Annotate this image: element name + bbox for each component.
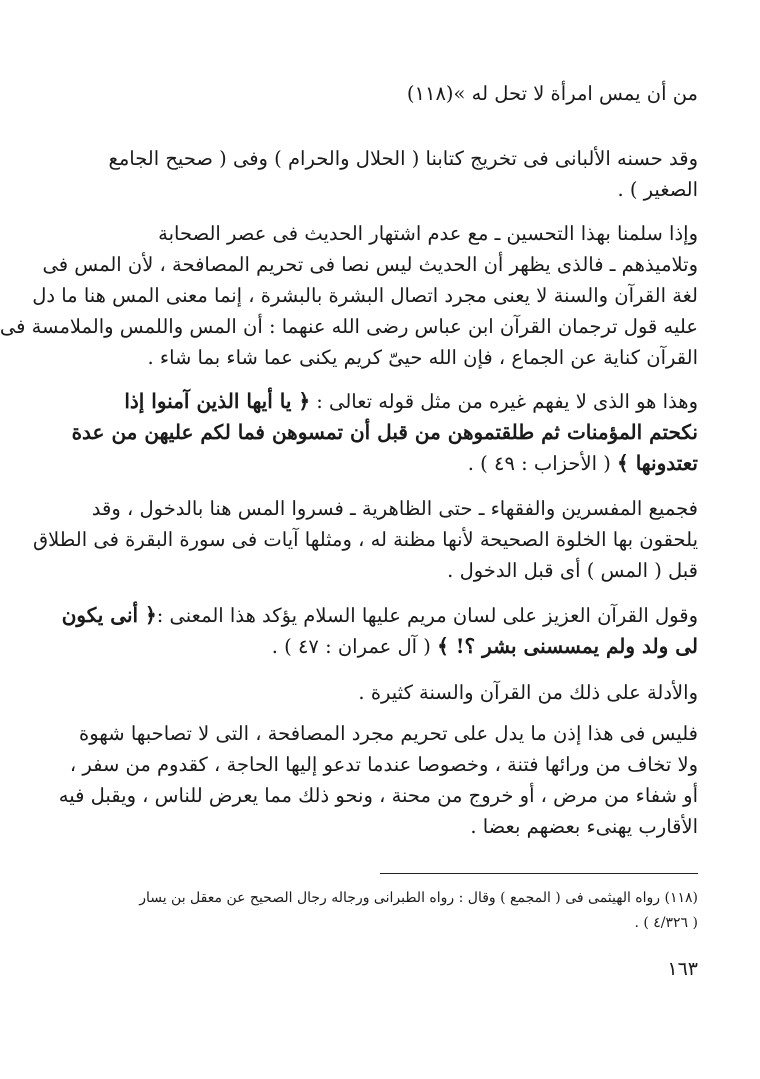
text-line: قبل ( المس ) أى قبل الدخول . [447, 559, 698, 582]
quran-verse: تعتدونها ﴾ [617, 451, 698, 475]
footnote-divider [380, 873, 698, 874]
paragraph-6 [82, 677, 698, 708]
paragraph-7 [58, 718, 698, 842]
text-line: أو شفاء من مرض ، أو خروج من محنة ، ونحو ذلك مما يعرض للناس ، ويقبل فيه [58, 784, 698, 807]
text-line: لغة القرآن والسنة لا يعنى مجرد اتصال البشرة بالبشرة ، إنما معنى المس هنا ما دل [32, 284, 698, 307]
text-line: فليس فى هذا إذن ما يدل على تحريم مجرد المصافحة ، التى لا تصاحبها شهوة [79, 722, 698, 745]
text-line: الصغير ) . [617, 178, 698, 201]
text-line: وتلاميذهم ـ فالذى يظهر أن الحديث ليس نصا فى تحريم المصافحة ، لأن المس فى [42, 253, 698, 276]
quran-verse-line: نكحتم المؤمنات ثم طلقتموهن من قبل أن تمسوهن فما لكم عليهن من عدة [71, 420, 698, 444]
quran-verse: لى ولد ولم يمسسنى بشر ؟! ﴾ [437, 634, 698, 658]
verse-reference: ( الأحزاب : ٤٩ ) . [467, 452, 618, 475]
footnote [82, 886, 698, 936]
text-line [82, 386, 698, 417]
text-line: القرآن كناية عن الجماع ، فإن الله حيىّ كريم يكنى عما شاء بما شاء . [147, 346, 698, 369]
text-line: والأدلة على ذلك من القرآن والسنة كثيرة . [358, 681, 698, 704]
footnote-line: (١١٨) رواه الهيثمى فى ( المجمع ) وقال : رواه الطبرانى ورجاله رجال الصحيح عن معقل بن يسار [139, 890, 698, 906]
text-line: ولا تخاف من ورائها فتنة ، وخصوصا عندما تدعو إليها الحاجة ، كقدوم من سفر ، [69, 753, 698, 776]
continuation-line [82, 78, 698, 109]
text-line: الأقارب يهنىء بعضهم بعضا . [470, 815, 698, 838]
paragraph-1 [82, 143, 698, 205]
text-line: من أن يمس امرأة لا تحل له »(١١٨) [406, 82, 698, 105]
footnote-line: ( ٤/٣٢٦ ) . [634, 915, 698, 931]
text-line: عليه قول ترجمان القرآن ابن عباس رضى الله عنهما : أن المس واللمس والملامسة فى [0, 315, 698, 338]
text-line: يلحقون بها الخلوة الصحيحة لأنها مظنة له ، ومثلها آيات فى سورة البقرة فى الطلاق [33, 528, 698, 551]
paragraph-3 [71, 386, 698, 479]
verse-intro: وهذا هو الذى لا يفهم غيره من مثل قوله تعالى : [310, 390, 698, 413]
paragraph-5 [61, 600, 698, 662]
page-number: ١٦٣ [667, 958, 698, 980]
verse-intro: وقول القرآن العزيز على لسان مريم عليها السلام يؤكد هذا المعنى : [156, 604, 698, 627]
text-line: وإذا سلمنا بهذا التحسين ـ مع عدم اشتهار الحديث فى عصر الصحابة [158, 222, 698, 245]
verse-reference: ( آل عمران : ٤٧ ) . [271, 635, 438, 658]
text-line: فجميع المفسرين والفقهاء ـ حتى الظاهرية ـ فسروا المس هنا بالدخول ، وقد [91, 497, 698, 520]
paragraph-2 [0, 218, 698, 373]
paragraph-4 [33, 493, 698, 586]
text-line [61, 600, 698, 631]
quran-verse: ﴿ يا أيها الذين آمنوا إذا [124, 389, 311, 413]
quran-verse: ﴿ أنى يكون [61, 603, 157, 627]
text-line [82, 631, 698, 662]
text-line: وقد حسنه الألبانى فى تخريج كتابنا ( الحلال والحرام ) وفى ( صحيح الجامع [108, 147, 698, 170]
text-line [82, 448, 698, 479]
